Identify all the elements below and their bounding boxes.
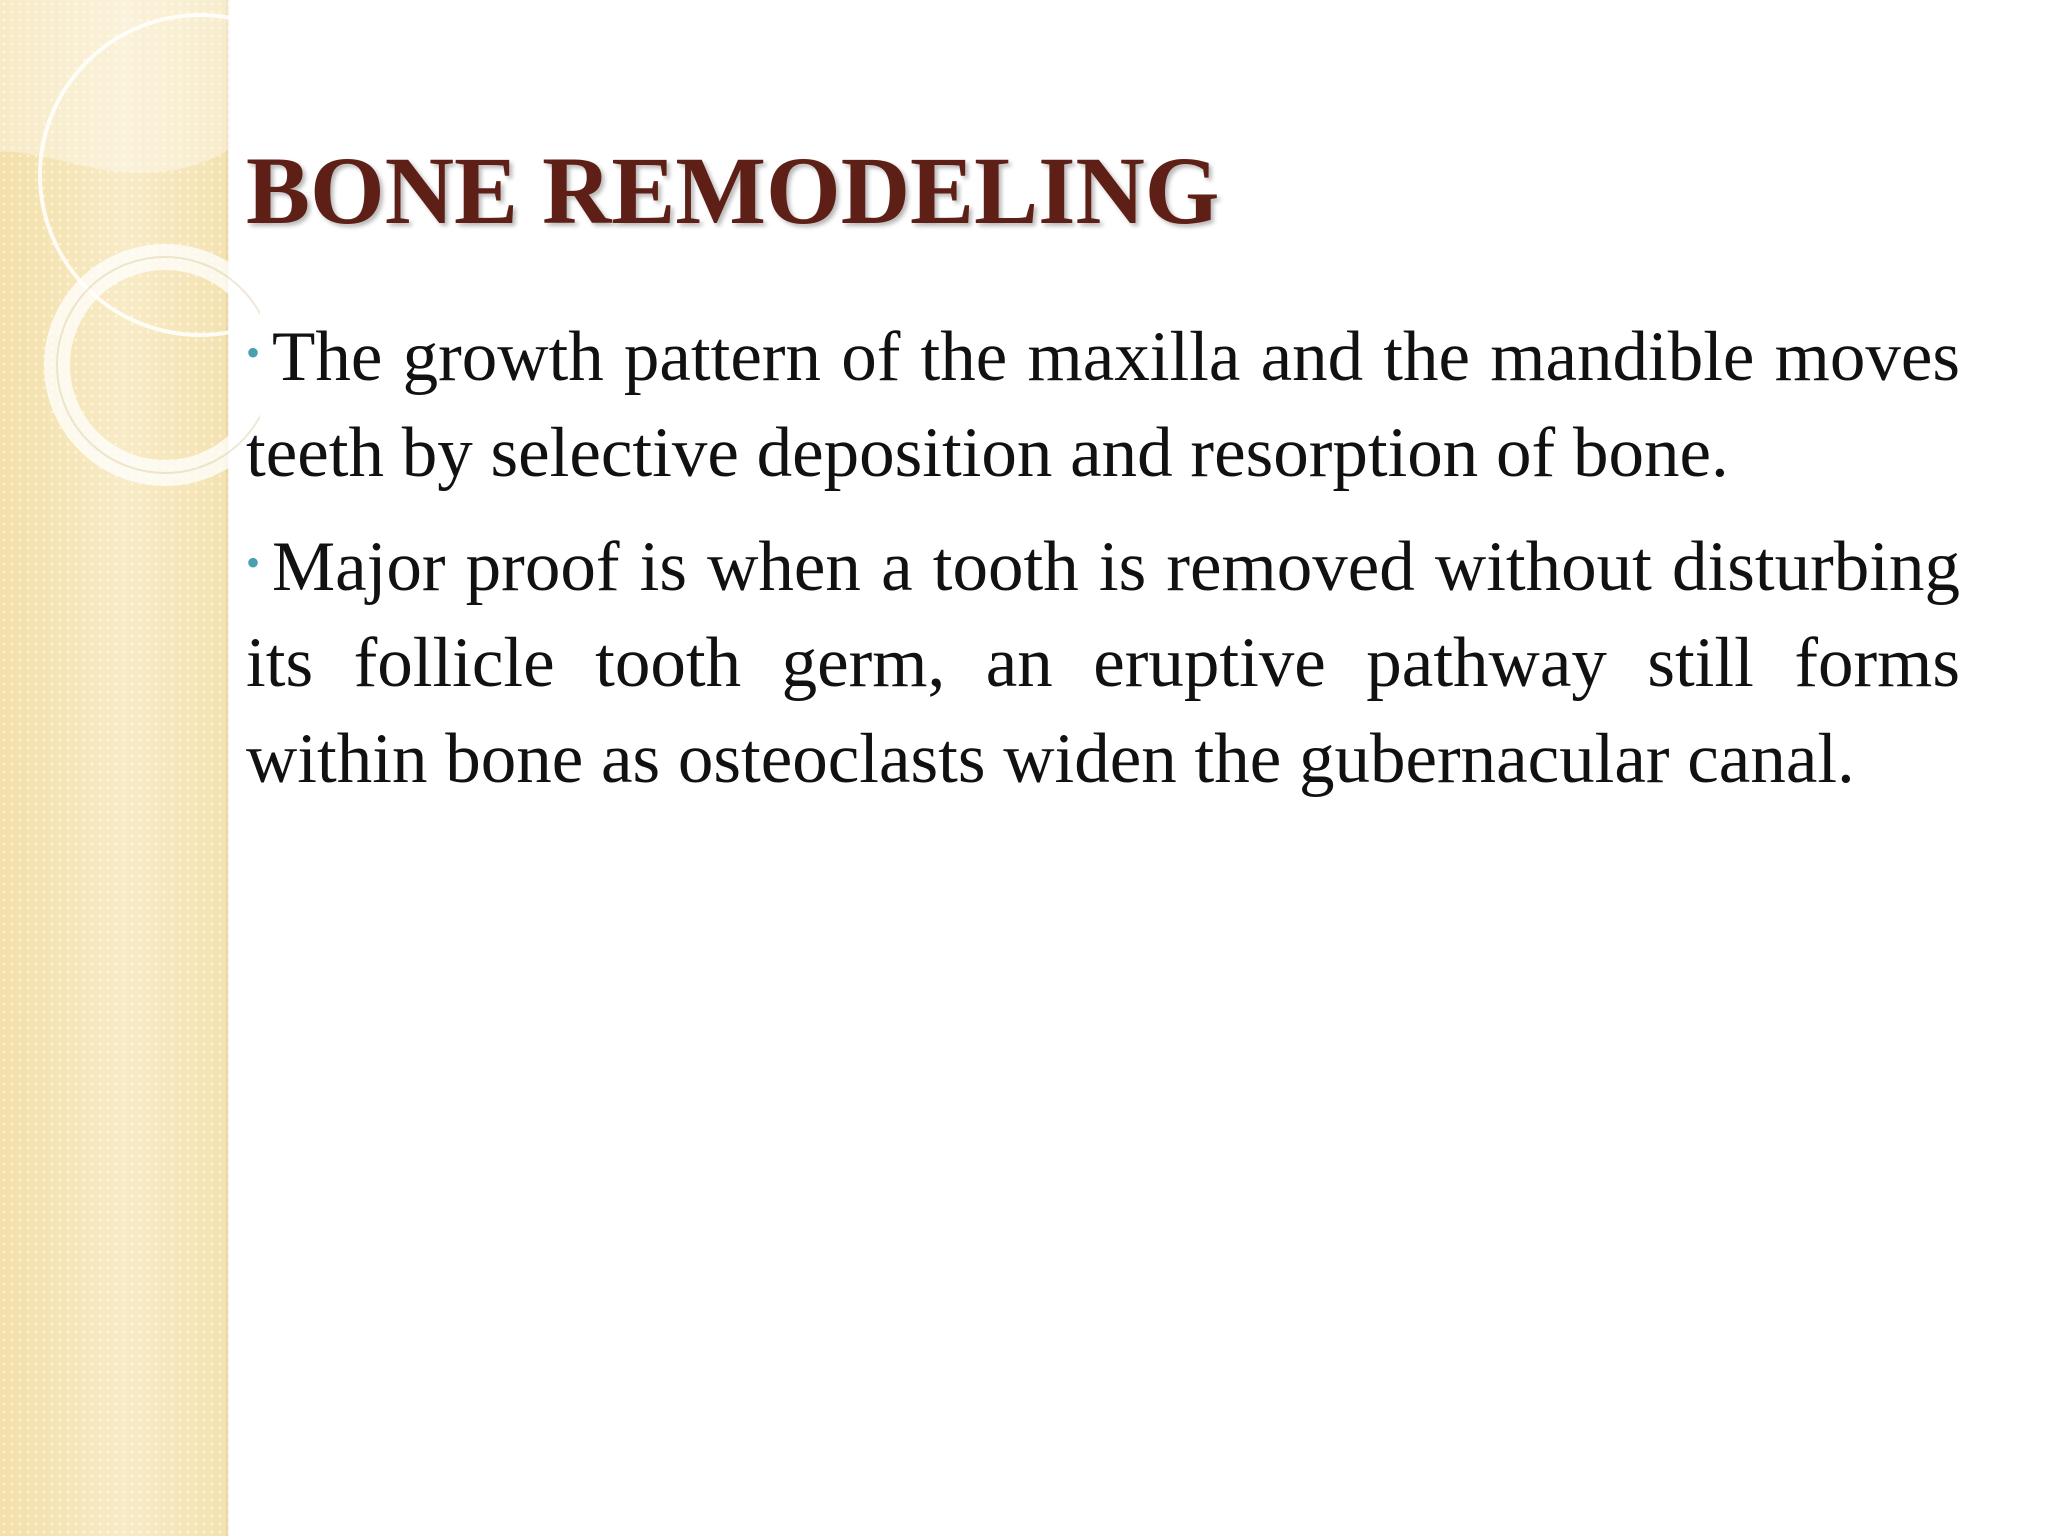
bullet-list	[246, 305, 1960, 821]
bullet-text-1: The growth pattern of the maxilla and the mandible moves teeth by selective deposition and resorption of bone.	[246, 318, 1960, 492]
bullet-icon: •	[246, 330, 261, 375]
slide-title: BONE REMODELING	[246, 137, 1220, 244]
bullet-icon: •	[246, 540, 261, 585]
side-panel-background	[0, 0, 228, 1536]
side-panel-edge	[226, 0, 230, 1536]
bullet-item-1	[246, 305, 1960, 501]
bullet-item-2	[246, 515, 1960, 807]
bullet-text-2: Major proof is when a tooth is removed without disturbing its follicle tooth germ, an eruptive pathway still forms within bone as osteoclasts widen the gubernacular canal.	[246, 528, 1960, 798]
